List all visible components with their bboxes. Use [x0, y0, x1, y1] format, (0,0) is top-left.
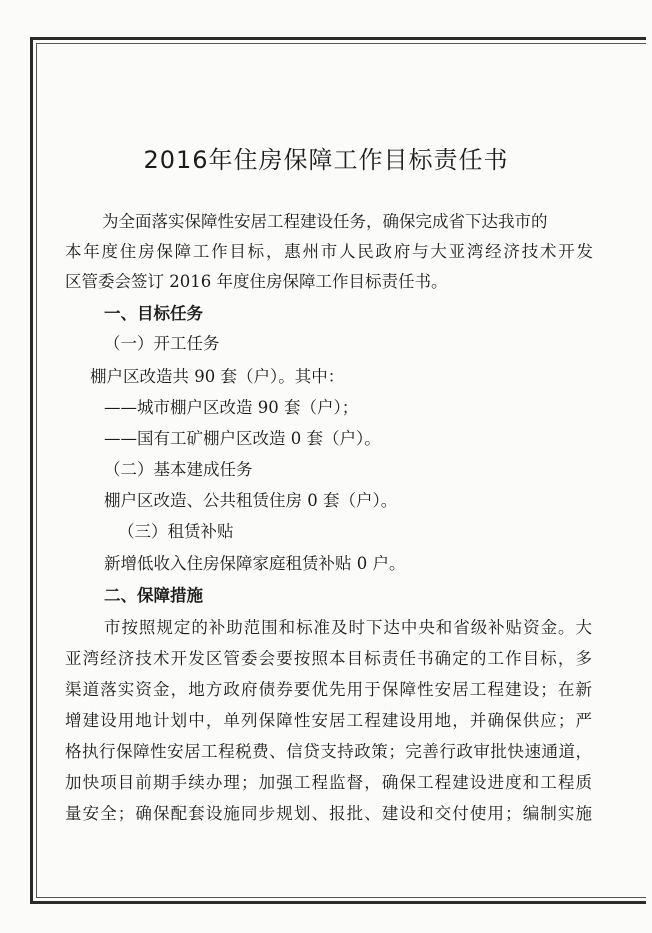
measures-line-2: 亚湾经济技术开发区管委会要按照本目标责任书确定的工作目标，多 — [65, 649, 592, 668]
subsection-heading-rental-subsidy: （三）租赁补贴 — [118, 522, 234, 541]
subsection-heading-completion: （二）基本建成任务 — [104, 460, 253, 479]
text-line: 棚户区改造、公共租赁住房 0 套（户）。 — [104, 491, 398, 510]
section-heading-measures: 二、保障措施 — [104, 586, 203, 605]
section-heading-targets: 一、目标任务 — [104, 304, 203, 323]
intro-line-2: 本年度住房保障工作目标，惠州市人民政府与大亚湾经济技术开发 — [65, 242, 593, 261]
measures-line-5: 格执行保障性安居工程税费、信贷支持政策；完善行政审批快速通道， — [65, 742, 592, 761]
intro-line-3: 区管委会签订 2016 年度住房保障工作目标责任书。 — [65, 272, 448, 291]
text-line: ——国有工矿棚户区改造 0 套（户）。 — [104, 429, 381, 448]
measures-line-7: 量安全；确保配套设施同步规划、报批、建设和交付使用；编制实施 — [65, 804, 592, 823]
text-line: ——城市棚户区改造 90 套（户）； — [104, 398, 359, 417]
measures-line-4: 增建设用地计划中，单列保障性安居工程建设用地，并确保供应；严 — [65, 711, 592, 730]
intro-line-1: 为全面落实保障性安居工程建设任务，确保完成省下达我市的 — [102, 212, 548, 231]
subsection-heading-start: （一）开工任务 — [104, 334, 220, 353]
document-title: 2016年住房保障工作目标责任书 — [143, 146, 509, 174]
measures-line-6: 加快项目前期手续办理；加强工程监督，确保工程建设进度和工程质 — [65, 773, 592, 792]
measures-line-1: 市按照规定的补助范围和标准及时下达中央和省级补贴资金。大 — [104, 618, 592, 637]
text-line: 新增低收入住房保障家庭租赁补贴 0 户。 — [104, 554, 406, 573]
text-line: 棚户区改造共 90 套（户）。其中： — [90, 367, 345, 386]
measures-line-3: 渠道落实资金，地方政府债券要优先用于保障性安居工程建设；在新 — [65, 680, 592, 699]
